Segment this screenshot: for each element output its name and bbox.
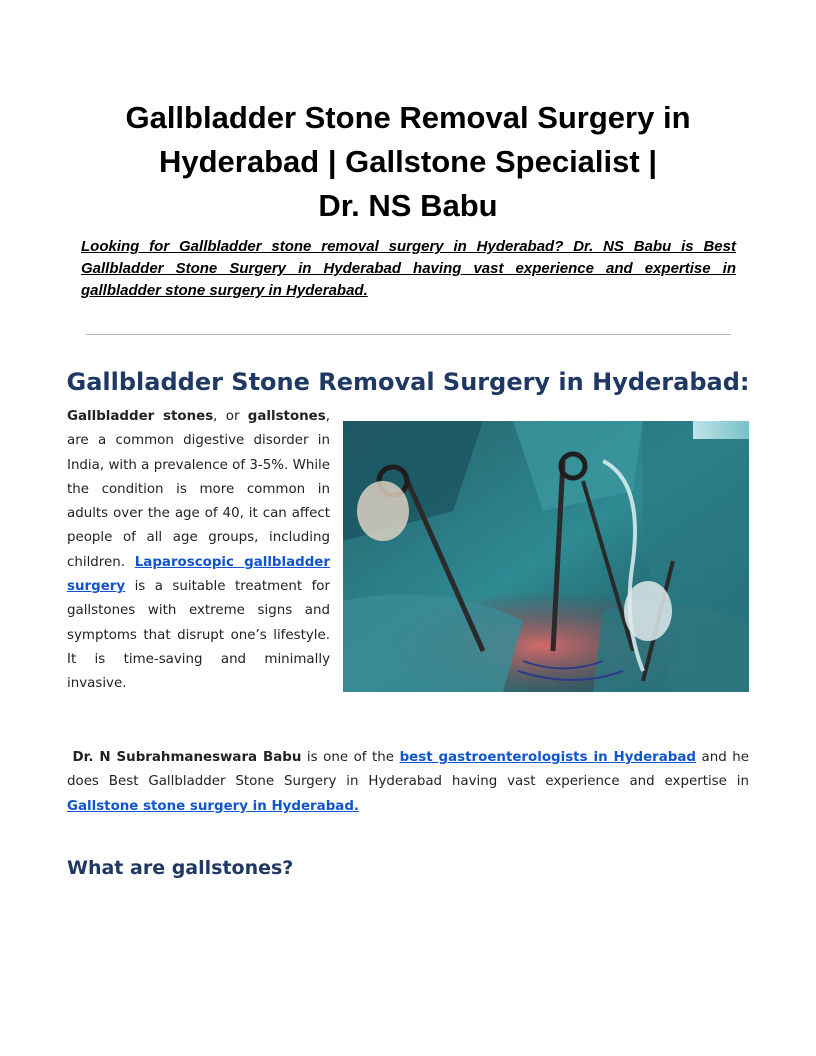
page-title: [70, 96, 746, 228]
term-gallbladder-stones: Gallbladder stones: [67, 409, 214, 424]
title-line-2: Hyderabad | Gallstone Specialist |: [158, 144, 657, 179]
intro-text-2: , are a common digestive disorder in India, with a prevalence of 3-5%. While the condition is more common in adults over the age of 40, it can affect people of all age groups, including children.: [67, 409, 331, 570]
term-gallstones: gallstones: [247, 409, 326, 424]
gallstone-surgery-link[interactable]: Gallstone stone surgery in Hyderabad.: [67, 798, 359, 814]
title-line-1: Gallbladder Stone Removal Surgery in: [125, 100, 691, 135]
intro-text-1: , or: [213, 409, 248, 424]
doctor-name: Dr. N Subrahmaneswara Babu: [72, 750, 302, 765]
subtitle: Looking for Gallbladder stone removal surgery in Hyderabad? Dr. NS Babu is Best Gallbladder Stone Surgery in Hyderabad having vast experience and expertise in gallbladder stone surgery in Hyderabad.: [81, 238, 736, 299]
doctor-paragraph: [67, 746, 749, 819]
laparoscopic-surgery-link[interactable]: Laparoscopic gallbladder surgery: [67, 554, 330, 595]
horizontal-divider: [86, 334, 731, 335]
what-are-gallstones-heading: What are gallstones?: [67, 857, 294, 879]
surgery-photo: [343, 421, 749, 692]
intro-paragraph: [67, 405, 330, 697]
surgery-photo-image: [343, 421, 749, 692]
doctor-text-1: is one of the: [301, 750, 400, 765]
intro-text-3: is a suitable treatment for gallstones with extreme signs and symptoms that disrupt one’s lifestyle. It is time-saving and minimally invasive.: [67, 579, 330, 692]
gastroenterologists-link[interactable]: best gastroenterologists in Hyderabad: [399, 750, 696, 765]
title-line-3: Dr. NS Babu: [318, 188, 498, 223]
doctor-text-2: and he does Best Gallbladder Stone Surgery in Hyderabad having vast experience and expertise in: [67, 750, 749, 790]
section-heading: Gallbladder Stone Removal Surgery in Hyderabad:: [66, 368, 750, 396]
